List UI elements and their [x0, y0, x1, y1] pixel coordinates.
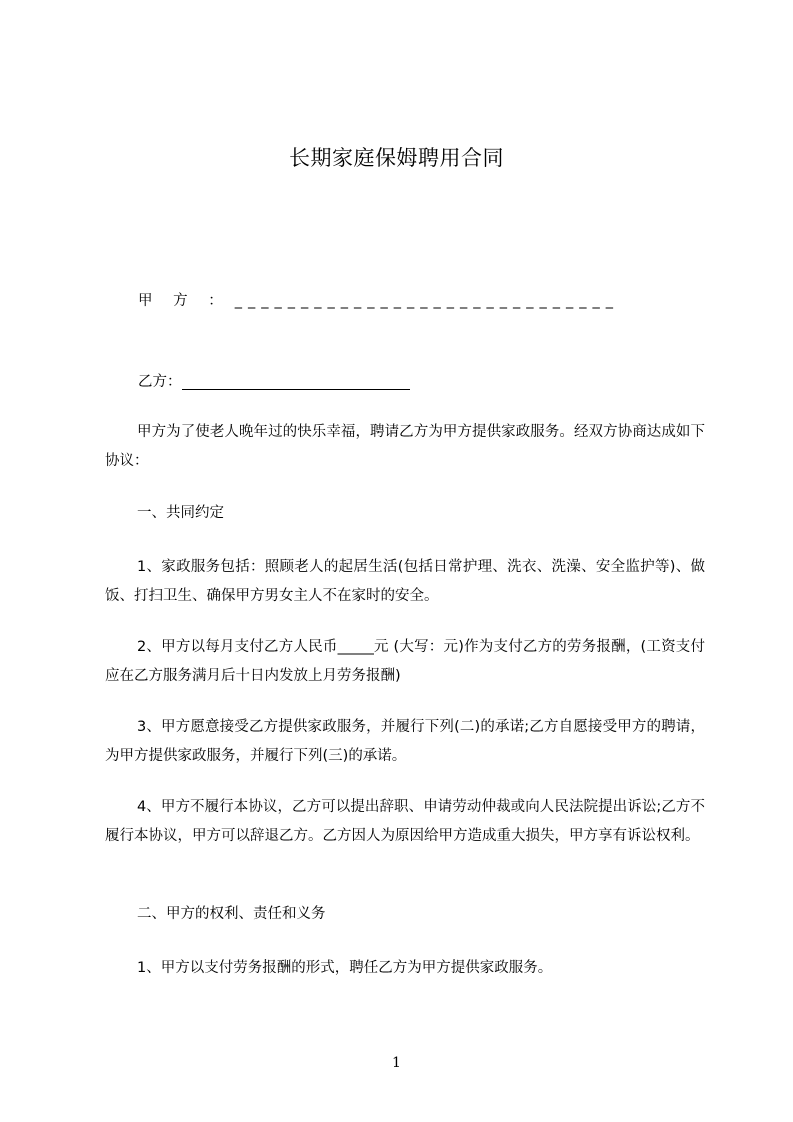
section-2-heading: 二、甲方的权利、责任和义务 [137, 906, 326, 922]
section-1-item-2: 2、甲方以每月支付乙方人民币_____元 (大写：元)作为支付乙方的劳务报酬，(工资支付应在乙方服务满月后十日内发放上月劳务报酬) [105, 639, 705, 684]
document-title: 长期家庭保姆聘用合同 [289, 146, 504, 170]
party-a-line [138, 287, 619, 316]
party-a-blank: _____________________________ [234, 293, 619, 309]
section-1-item-1: 1、家政服务包括：照顾老人的起居生活(包括日常护理、洗衣、洗澡、安全监护等)、做饭、打扫卫生、确保甲方男女主人不在家时的安全。 [105, 559, 705, 604]
party-a-label: 甲 方 ： [138, 293, 231, 309]
party-b-line [138, 368, 410, 397]
section-1-item-4: 4、甲方不履行本协议，乙方可以提出辞职、申请劳动仲裁或向人民法院提出诉讼;乙方不履行本协议，甲方可以辞退乙方。乙方因人为原因给甲方造成重大损失，甲方享有诉讼权利。 [105, 799, 705, 844]
party-b-blank [182, 371, 410, 390]
section-1-item-3: 3、甲方愿意接受乙方提供家政服务，并履行下列(二)的承诺;乙方自愿接受甲方的聘请，为甲方提供家政服务，并履行下列(三)的承诺。 [105, 719, 705, 764]
section-1-heading: 一、共同约定 [137, 505, 224, 521]
intro-paragraph: 甲方为了使老人晚年过的快乐幸福，聘请乙方为甲方提供家政服务。经双方协商达成如下协议： [105, 424, 705, 469]
section-2-item-1: 1、甲方以支付劳务报酬的形式，聘任乙方为甲方提供家政服务。 [137, 960, 553, 976]
party-b-label: 乙方： [138, 374, 182, 390]
page-number: 1 [392, 1055, 401, 1071]
